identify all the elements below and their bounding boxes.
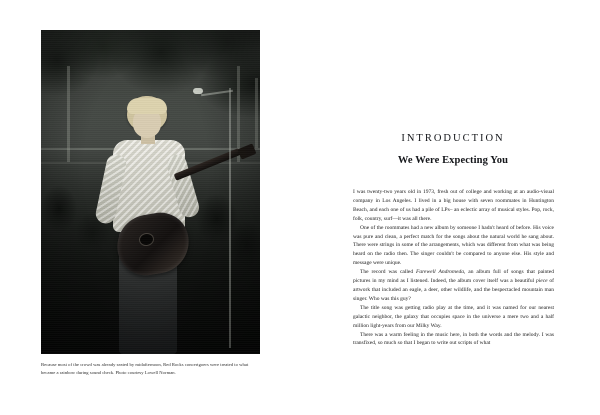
musician-figure [97,96,207,354]
stage-scaffold [255,78,258,148]
paragraph: The record was called Farewell Andromeda, an album full of songs that painted pictures in my mind as I listened. Indeed, the album cover itself was a beautiful piece of artwork that included an eagle, a deer, other wildlife, and the bespectacled mountain man singer. Who was this guy? [353,269,555,302]
photo-caption: Because most of the crowd was already seated by midafternoon, Red Rocks concertgoers were treated to what became a rainbow during sound check. Photo courtesy Lowell Norman. [41,362,249,376]
musician-bangs [127,98,167,114]
microphone-head [193,88,203,94]
right-page [300,0,600,415]
body-text [353,188,554,348]
paragraph: The title song was getting radio play at the time, and it was named for our nearest galactic neighbor, the galaxy that occupies space in the universe a mere two and a half million light-years from our Milky Way. [353,304,554,329]
paragraph: There was a warm feeling in the music here, in both the words and the melody. I was transfixed, so much so that I began to write out scripts of what [353,331,554,347]
chapter-title: We Were Expecting You [397,155,509,166]
concert-photograph [41,30,260,354]
paragraph: I was twenty-two years old in 1973, fresh out of college and working at an audio-visual company in Los Angeles. I lived in a big house with seven roommates in Huntington Beach, and each one of us had a pile of LPs– an eclectic array of musical styles. Pop, rock, folk, country, surf—it was all there. [353,189,554,222]
microphone-stand [229,88,231,348]
chapter-label: INTRODUCTION [401,133,505,144]
paragraph: One of the roommates had a new album by someone I hadn't heard of before. His voice was pure and clean, a perfect match for the songs about the natural world he sang about. There were strings in some of the arrangements, which was different from what was being heard on the radio then. The singer couldn't be compared to anyone else. His style and message were unique. [353,224,554,267]
